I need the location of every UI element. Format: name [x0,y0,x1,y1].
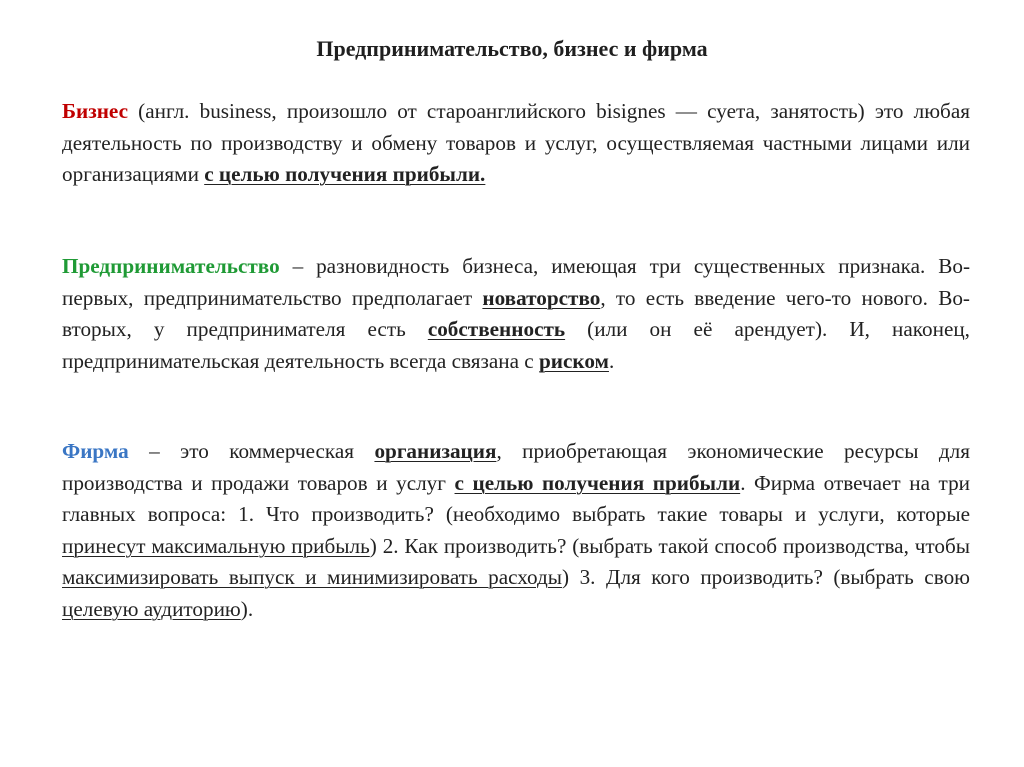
text-run: (или он её арендует). И, наконец, предпринимательская деятельность всегда связана с [62,317,970,373]
emphasized-phrase: с целью получения прибыли. [204,162,486,186]
text-run: ) 2. Как производить? (выбрать такой способ производства, чтобы [369,533,970,558]
paragraph-entrepreneurship [62,251,970,377]
text-run: – разновидность бизнеса, имеющая три существенных признака. Во-первых, предпринимательство предполагает [62,254,970,310]
underlined-phrase: принесут максимальную прибыль [62,533,370,558]
text-run: – это коммерческая [128,439,375,463]
text-run: ). [240,596,254,621]
emphasized-phrase: организация [374,439,497,463]
paragraph-body [62,99,970,186]
term-business: Бизнес [62,99,129,123]
emphasized-phrase: собственность [427,317,566,341]
text-run: . [608,348,615,373]
emphasized-phrase: риском [539,348,609,373]
text-run: , приобретающая экономические ресурсы для производства и продажи товаров и услуг [62,439,970,495]
text-run: ) 3. Для кого производить? (выбрать свою [562,565,970,589]
underlined-phrase: максимизировать выпуск и минимизировать расходы [62,565,563,589]
text-run: . Фирма отвечает на три главных вопроса: 1. Что производить? (необходимо выбрать такие товары и услуги, которые [62,470,970,526]
text-run: (англ. business, произошло от староанглийского bisignes — суета, занятость) это любая деятельность по производству и обмену товаров и услуг, осуществляемая частными лицами или организациями [62,99,970,186]
term-firm: Фирма [62,439,129,463]
term-entrepreneurship: Предпринимательство [62,254,280,278]
emphasized-phrase: новаторство [482,285,601,310]
text-run: , то есть введение чего-то нового. Во-вторых, у предпринимателя есть [62,285,970,341]
emphasized-phrase: с целью получения прибыли [454,470,741,495]
underlined-phrase: целевую аудиторию [62,596,241,621]
slide-title: Предпринимательство, бизнес и фирма [316,36,708,61]
paragraph-firm [62,436,970,625]
paragraph-body [62,439,970,621]
paragraph-business [62,96,970,191]
